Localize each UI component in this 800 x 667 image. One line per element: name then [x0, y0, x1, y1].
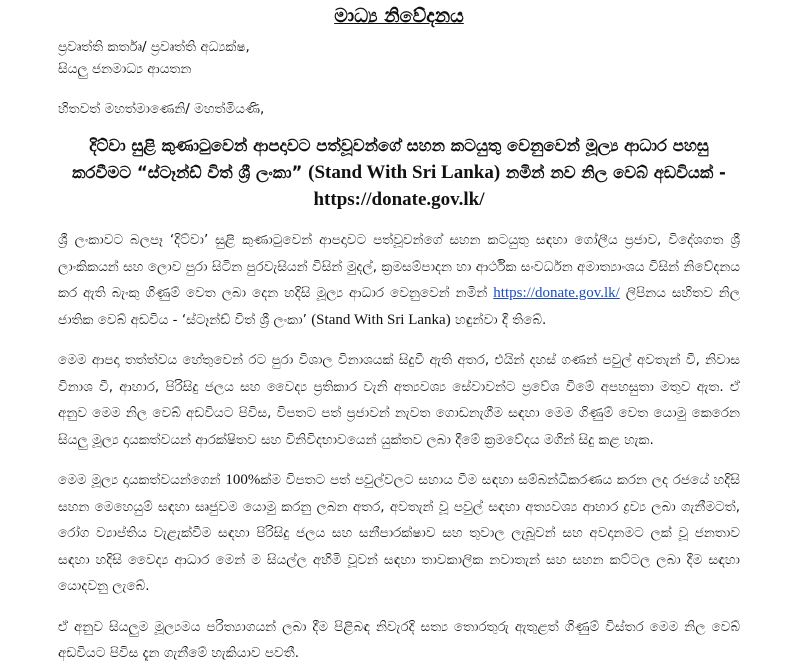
- paragraph-3-text-b: ක්ම විපතට පත් පවුල්වලට සහාය වීම සඳහා සම්බන්ධීකරණය කරන ලද රජයේ හදිසි සහන මෙහෙයුම් සඳහා සෘජුවම යොමු කරනු ලබන අතර, අවතැන් වූ පවුල් සඳහා අත්‍යවශ්‍ය ආහාර ද්‍රව්‍ය ලබා ගැනීමටත්, රෝග ව්‍යාප්තිය වැළැක්වීම සඳහා පිරිසිදු ජලය සහ සනීපාරක්ෂාව සහ තුවාල ලැබූවන් සහ අවදානමට ලක් වූ ජනතාව සඳහා හදිසි වෛද්‍ය ආධාර මෙන් ම සියල්ල අහිමි වූවන් සඳහා තාවකාලික නවාතැන් සහ සහන කට්ටල ලබා දීම සඳහා යොදවනු ලැබේ.: [58, 472, 740, 594]
- paragraph-3: [58, 467, 740, 600]
- salutation: හිතවත් මහත්මාණෙනි/ මහත්මියණි,: [58, 101, 265, 117]
- headline-sinhala-part-2: නමින් නව නිල වෙබ් අඩවියක් -: [505, 163, 726, 182]
- addressee-block: [58, 36, 740, 80]
- addressee-line-2: සියලු ජනමාධ්‍ය ආයතන: [58, 61, 192, 77]
- headline: [58, 132, 740, 213]
- addressee-line-1: ප්‍රවෘත්ති කර්තෘ/ ප්‍රවෘත්ති අධ්‍යක්ෂ,: [58, 39, 250, 55]
- paragraph-1-text-b: ලිපිනය සහිතව නිල ජාතික වෙබ් අඩවිය - ‘ස්ටෑන්ඩ් විත් ශ්‍රී ලංකා’: [58, 285, 741, 328]
- donate-link[interactable]: https://donate.gov.lk/: [493, 285, 620, 301]
- paragraph-4: ඒ අනුව සියලුම මූල්‍යමය පරිත්‍යාගයන් ලබා දීම පිළිබඳ නිවැරදි සත්‍ය තොරතුරු ඇතුළත් ගිණුම් විස්තර මෙම නිල වෙබ් අඩවියට පිවිස දැන ගැනීමේ හැකියාව පවතී.: [58, 618, 740, 661]
- paragraph-2: මෙම ආපදා තත්ත්වය හේතුවෙන් රට පුරා විශාල විනාශයක් සිදුවී ඇති අතර, එයින් දහස් ගණන් පවුල් අවතැන් වී, නිවාස විනාශ වී, ආහාර, පිරිසිදු ජලය සහ වෛද්‍ය ප්‍රතිකාර වැනි අත්‍යවශ්‍ය සේවාවන්ට ප්‍රවේශ වීමේ අපහසුතා මතුව ඇත. ඒ අනුව මෙම නිල වෙබ් අඩවියට පිවිස, විපතට පත් ප්‍රජාවන් නැවත ගොඩනැගීම සඳහා මෙම ගිණුම් වෙත යොමු කෙරෙන සියලු මූල්‍ය දායකත්වයන් ආරක්ෂිතව සහ විනිවිදභාවයෙන් යුක්තව ලබා දීමේ ක්‍රමවේදය මගින් සිදු කළ හැක.: [58, 352, 740, 448]
- paragraph-3-percent: 100%: [225, 472, 261, 488]
- paragraph-1-english: (Stand With Sri Lanka): [311, 311, 451, 328]
- paragraph-1-text-c: හඳුන්වා දී තිබේ.: [455, 311, 547, 328]
- document-title: මාධ්‍ය නිවේදනය: [334, 5, 464, 27]
- paragraph-1-text-a: ශ්‍රී ලංකාවට බලපෑ ‘දිට්වා’ සුළි කුණාටුවෙන් ආපදාවට පත්වූවන්ගේ සහන කටයුතු සඳහා ගෝලීය ප්‍රජාව, විදේශගත ශ්‍රී ලාංකිකයන් සහ ලොව පුරා සිටින පුරවැසියන් විසින් මුදල්, ක්‍රමසම්පාදන හා ආර්ථික සංවර්ධන අමාත්‍යාංශය විසින් නිවේදනය කර ඇති බැංකු ගිණුම් වෙත ලබා දෙන හදිසි මූල්‍ය ආධාර වෙනුවෙන් නමින්: [58, 232, 740, 301]
- paragraph-3-text-a: මෙම මූල්‍ය දායකත්වයන්ගෙන්: [58, 472, 221, 488]
- headline-english-part: (Stand With Sri Lanka): [308, 162, 501, 183]
- headline-url: https://donate.gov.lk/: [313, 189, 485, 210]
- paragraph-1: [58, 227, 740, 333]
- headline-sinhala-part: දිට්වා සුළි කුණාටුවෙන් ආපදාවට පත්වූවන්ගේ සහන කටයුතු වෙනුවෙන් මූල්‍ය ආධාර පහසු කරවීමට “ස්ටෑන්ඩ් විත් ශ්‍රී ලංකා”: [72, 136, 709, 182]
